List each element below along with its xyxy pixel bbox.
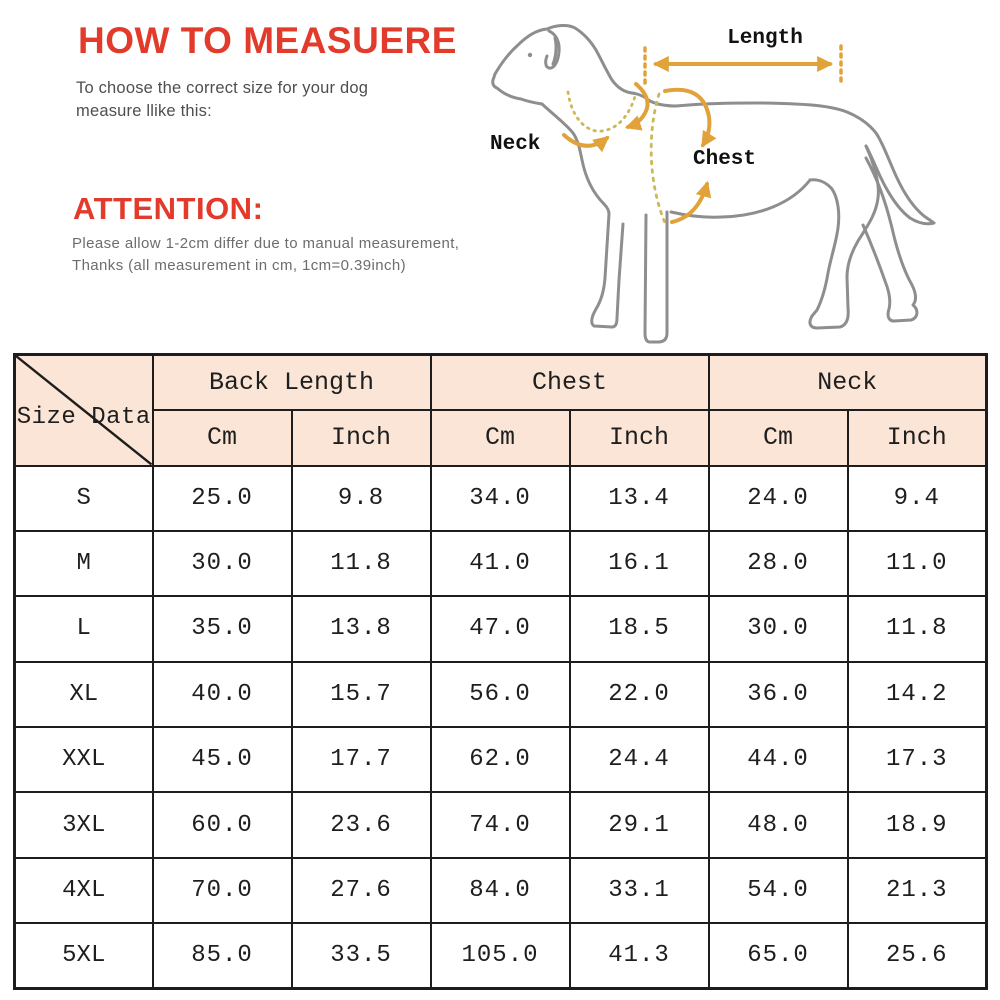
value-cell: 13.8: [292, 596, 431, 661]
value-cell: 40.0: [153, 662, 292, 727]
unit-header-row: [15, 410, 987, 466]
dog-outline-illustration: [493, 25, 934, 342]
dog-head-back-tail-line: [495, 25, 934, 223]
value-cell: 23.6: [292, 792, 431, 857]
group-header-back-length: Back Length: [153, 355, 431, 410]
value-cell: 25.6: [848, 923, 987, 988]
attention-note-line-1: Please allow 1-2cm differ due to manual measurement,: [72, 235, 460, 252]
value-cell: 60.0: [153, 792, 292, 857]
value-cell: 56.0: [431, 662, 570, 727]
value-cell: 34.0: [431, 466, 570, 531]
size-cell: L: [15, 596, 153, 661]
value-cell: 22.0: [570, 662, 709, 727]
value-cell: 21.3: [848, 858, 987, 923]
value-cell: 48.0: [709, 792, 848, 857]
table-row: [15, 596, 987, 661]
neck-girth-dotted-ring: [568, 92, 636, 131]
value-cell: 14.2: [848, 662, 987, 727]
value-cell: 30.0: [153, 531, 292, 596]
value-cell: 105.0: [431, 923, 570, 988]
value-cell: 36.0: [709, 662, 848, 727]
value-cell: 17.3: [848, 727, 987, 792]
size-table: [13, 353, 988, 990]
value-cell: 41.3: [570, 923, 709, 988]
size-cell: 4XL: [15, 858, 153, 923]
value-cell: 24.0: [709, 466, 848, 531]
subtitle-line-1: To choose the correct size for your dog: [76, 79, 369, 97]
value-cell: 15.7: [292, 662, 431, 727]
group-header-chest: Chest: [431, 355, 709, 410]
value-cell: 11.8: [292, 531, 431, 596]
value-cell: 13.4: [570, 466, 709, 531]
neck-label: Neck: [490, 133, 541, 156]
value-cell: 30.0: [709, 596, 848, 661]
value-cell: 11.0: [848, 531, 987, 596]
attention-note: [72, 233, 459, 276]
corner-label: Size Data: [16, 404, 151, 431]
unit-header: Cm: [431, 410, 570, 466]
attention-note-line-2: Thanks (all measurement in cm, 1cm=0.39inch): [72, 256, 406, 274]
unit-header: Inch: [292, 410, 431, 466]
value-cell: 18.9: [848, 792, 987, 857]
dog-chest-front-leg-far-line: [542, 104, 623, 327]
value-cell: 16.1: [570, 531, 709, 596]
value-cell: 18.5: [570, 596, 709, 661]
chest-label: Chest: [693, 148, 757, 171]
length-label: Length: [727, 27, 803, 50]
value-cell: 27.6: [292, 858, 431, 923]
unit-header: Inch: [848, 410, 987, 466]
dog-front-leg-near-line: [645, 212, 667, 342]
size-cell: XL: [15, 662, 153, 727]
dog-measurement-diagram: [460, 12, 1000, 345]
table-row: [15, 792, 987, 857]
value-cell: 25.0: [153, 466, 292, 531]
subtitle-line-2: measure llike this:: [76, 102, 212, 120]
value-cell: 74.0: [431, 792, 570, 857]
dog-muzzle-line: [493, 74, 542, 104]
value-cell: 62.0: [431, 727, 570, 792]
value-cell: 47.0: [431, 596, 570, 661]
value-cell: 84.0: [431, 858, 570, 923]
size-cell: 3XL: [15, 792, 153, 857]
dog-eye-dot: [528, 53, 532, 57]
value-cell: 54.0: [709, 858, 848, 923]
value-cell: 44.0: [709, 727, 848, 792]
value-cell: 33.5: [292, 923, 431, 988]
value-cell: 70.0: [153, 858, 292, 923]
unit-header: Cm: [709, 410, 848, 466]
dog-ear-inner-line: [553, 38, 556, 64]
dog-hind-leg-far-line: [863, 158, 917, 321]
value-cell: 41.0: [431, 531, 570, 596]
value-cell: 45.0: [153, 727, 292, 792]
size-cell: S: [15, 466, 153, 531]
group-header-row: [15, 355, 987, 410]
table-row: [15, 662, 987, 727]
value-cell: 35.0: [153, 596, 292, 661]
group-header-neck: Neck: [709, 355, 987, 410]
table-row: [15, 466, 987, 531]
value-cell: 24.4: [570, 727, 709, 792]
size-cell: 5XL: [15, 923, 153, 988]
value-cell: 85.0: [153, 923, 292, 988]
neck-arrow: [564, 135, 607, 146]
unit-header: Inch: [570, 410, 709, 466]
table-row: [15, 727, 987, 792]
value-cell: 28.0: [709, 531, 848, 596]
size-cell: M: [15, 531, 153, 596]
corner-cell: [15, 355, 153, 466]
measure-subtitle: [76, 77, 368, 123]
chest-arrow-top: [665, 90, 709, 145]
size-cell: XXL: [15, 727, 153, 792]
attention-title: ATTENTION:: [73, 191, 264, 226]
value-cell: 11.8: [848, 596, 987, 661]
value-cell: 9.8: [292, 466, 431, 531]
table-row: [15, 858, 987, 923]
chest-girth-dashed-ring: [651, 94, 665, 223]
how-to-measure-title: HOW TO MEASUERE: [78, 20, 457, 61]
table-row: [15, 923, 987, 988]
table-row: [15, 531, 987, 596]
value-cell: 65.0: [709, 923, 848, 988]
value-cell: 29.1: [570, 792, 709, 857]
value-cell: 9.4: [848, 466, 987, 531]
unit-header: Cm: [153, 410, 292, 466]
value-cell: 33.1: [570, 858, 709, 923]
value-cell: 17.7: [292, 727, 431, 792]
